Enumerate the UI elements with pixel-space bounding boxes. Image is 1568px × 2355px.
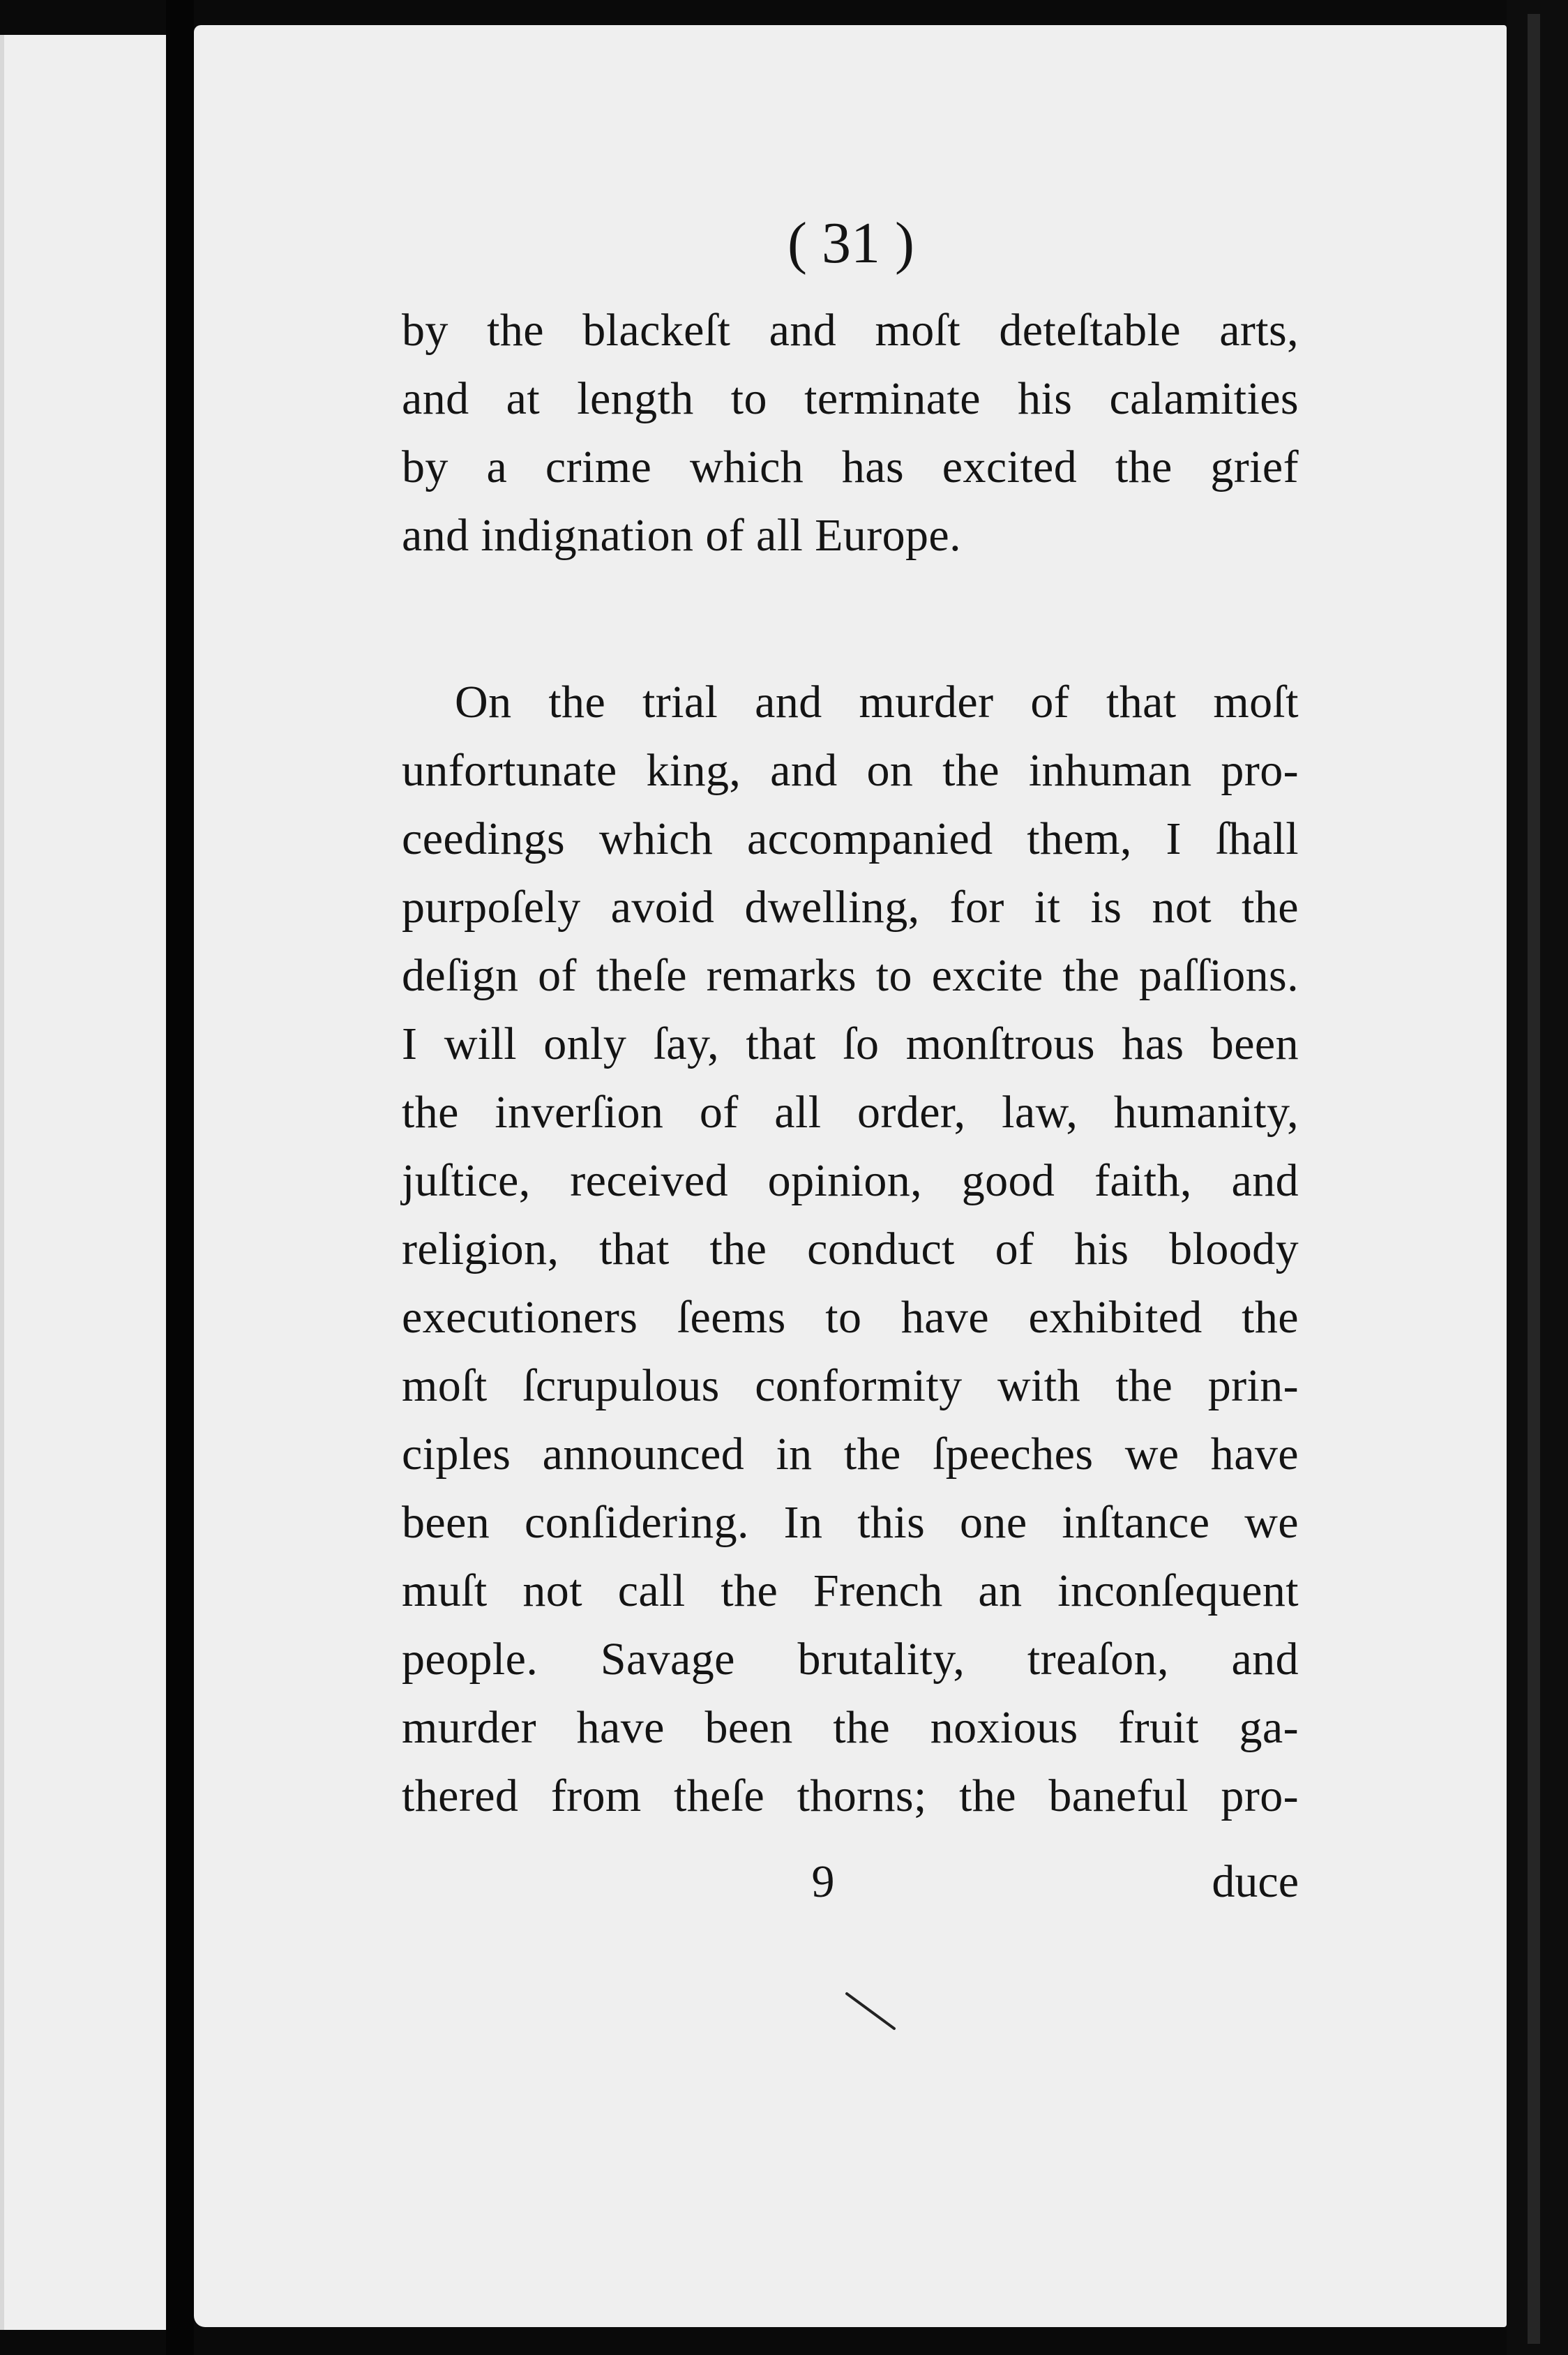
book-gutter: [166, 0, 194, 2355]
text-line: people. Savage brutality, treaſon, and: [402, 1634, 1299, 1685]
text-line: murder have been the noxious fruit ga-: [402, 1702, 1299, 1753]
text-line: ceedings which accompanied them, I ſhall: [402, 813, 1299, 864]
text-line: moſt ſcrupulous conformity with the prin-: [402, 1360, 1299, 1411]
text-line: purpoſely avoid dwelling, for it is not the: [402, 882, 1299, 933]
book-edge: [1507, 0, 1568, 2355]
paragraph-continuation: [402, 296, 1299, 570]
paragraph-trial-and-murder: [402, 668, 1299, 1830]
text-line: by a crime which has excited the grief: [402, 442, 1299, 492]
facing-page-edge: [0, 35, 166, 2330]
signature-mark: 9: [811, 1856, 835, 1907]
text-line: I will only ſay, that ſo monſtrous has been: [402, 1018, 1299, 1069]
text-line: religion, that the conduct of his bloody: [402, 1224, 1299, 1274]
text-line: On the trial and murder of that moſt: [455, 677, 1299, 728]
text-line: thered from theſe thorns; the baneful pro-: [402, 1770, 1299, 1821]
ink-stroke-mark: [844, 1988, 914, 2037]
text-line: unfortunate king, and on the inhuman pro-: [402, 745, 1299, 796]
text-line: by the blackeſt and moſt deteſtable arts,: [402, 305, 1299, 356]
text-line: and indignation of all Europe.: [402, 510, 961, 561]
text-line: juſtice, received opinion, good faith, and: [402, 1155, 1299, 1206]
text-line: executioners ſeems to have exhibited the: [402, 1292, 1299, 1343]
text-line: ciples announced in the ſpeeches we have: [402, 1429, 1299, 1480]
page-number-header: ( 31 ): [787, 211, 914, 276]
text-line: and at length to terminate his calamities: [402, 373, 1299, 424]
text-line: the inverſion of all order, law, humanity,: [402, 1087, 1299, 1138]
text-line: deſign of theſe remarks to excite the paſſions.: [402, 950, 1299, 1001]
text-line: been conſidering. In this one inſtance we: [402, 1497, 1299, 1548]
text-line: muſt not call the French an inconſequent: [402, 1565, 1299, 1616]
catchword: duce: [1212, 1856, 1299, 1907]
